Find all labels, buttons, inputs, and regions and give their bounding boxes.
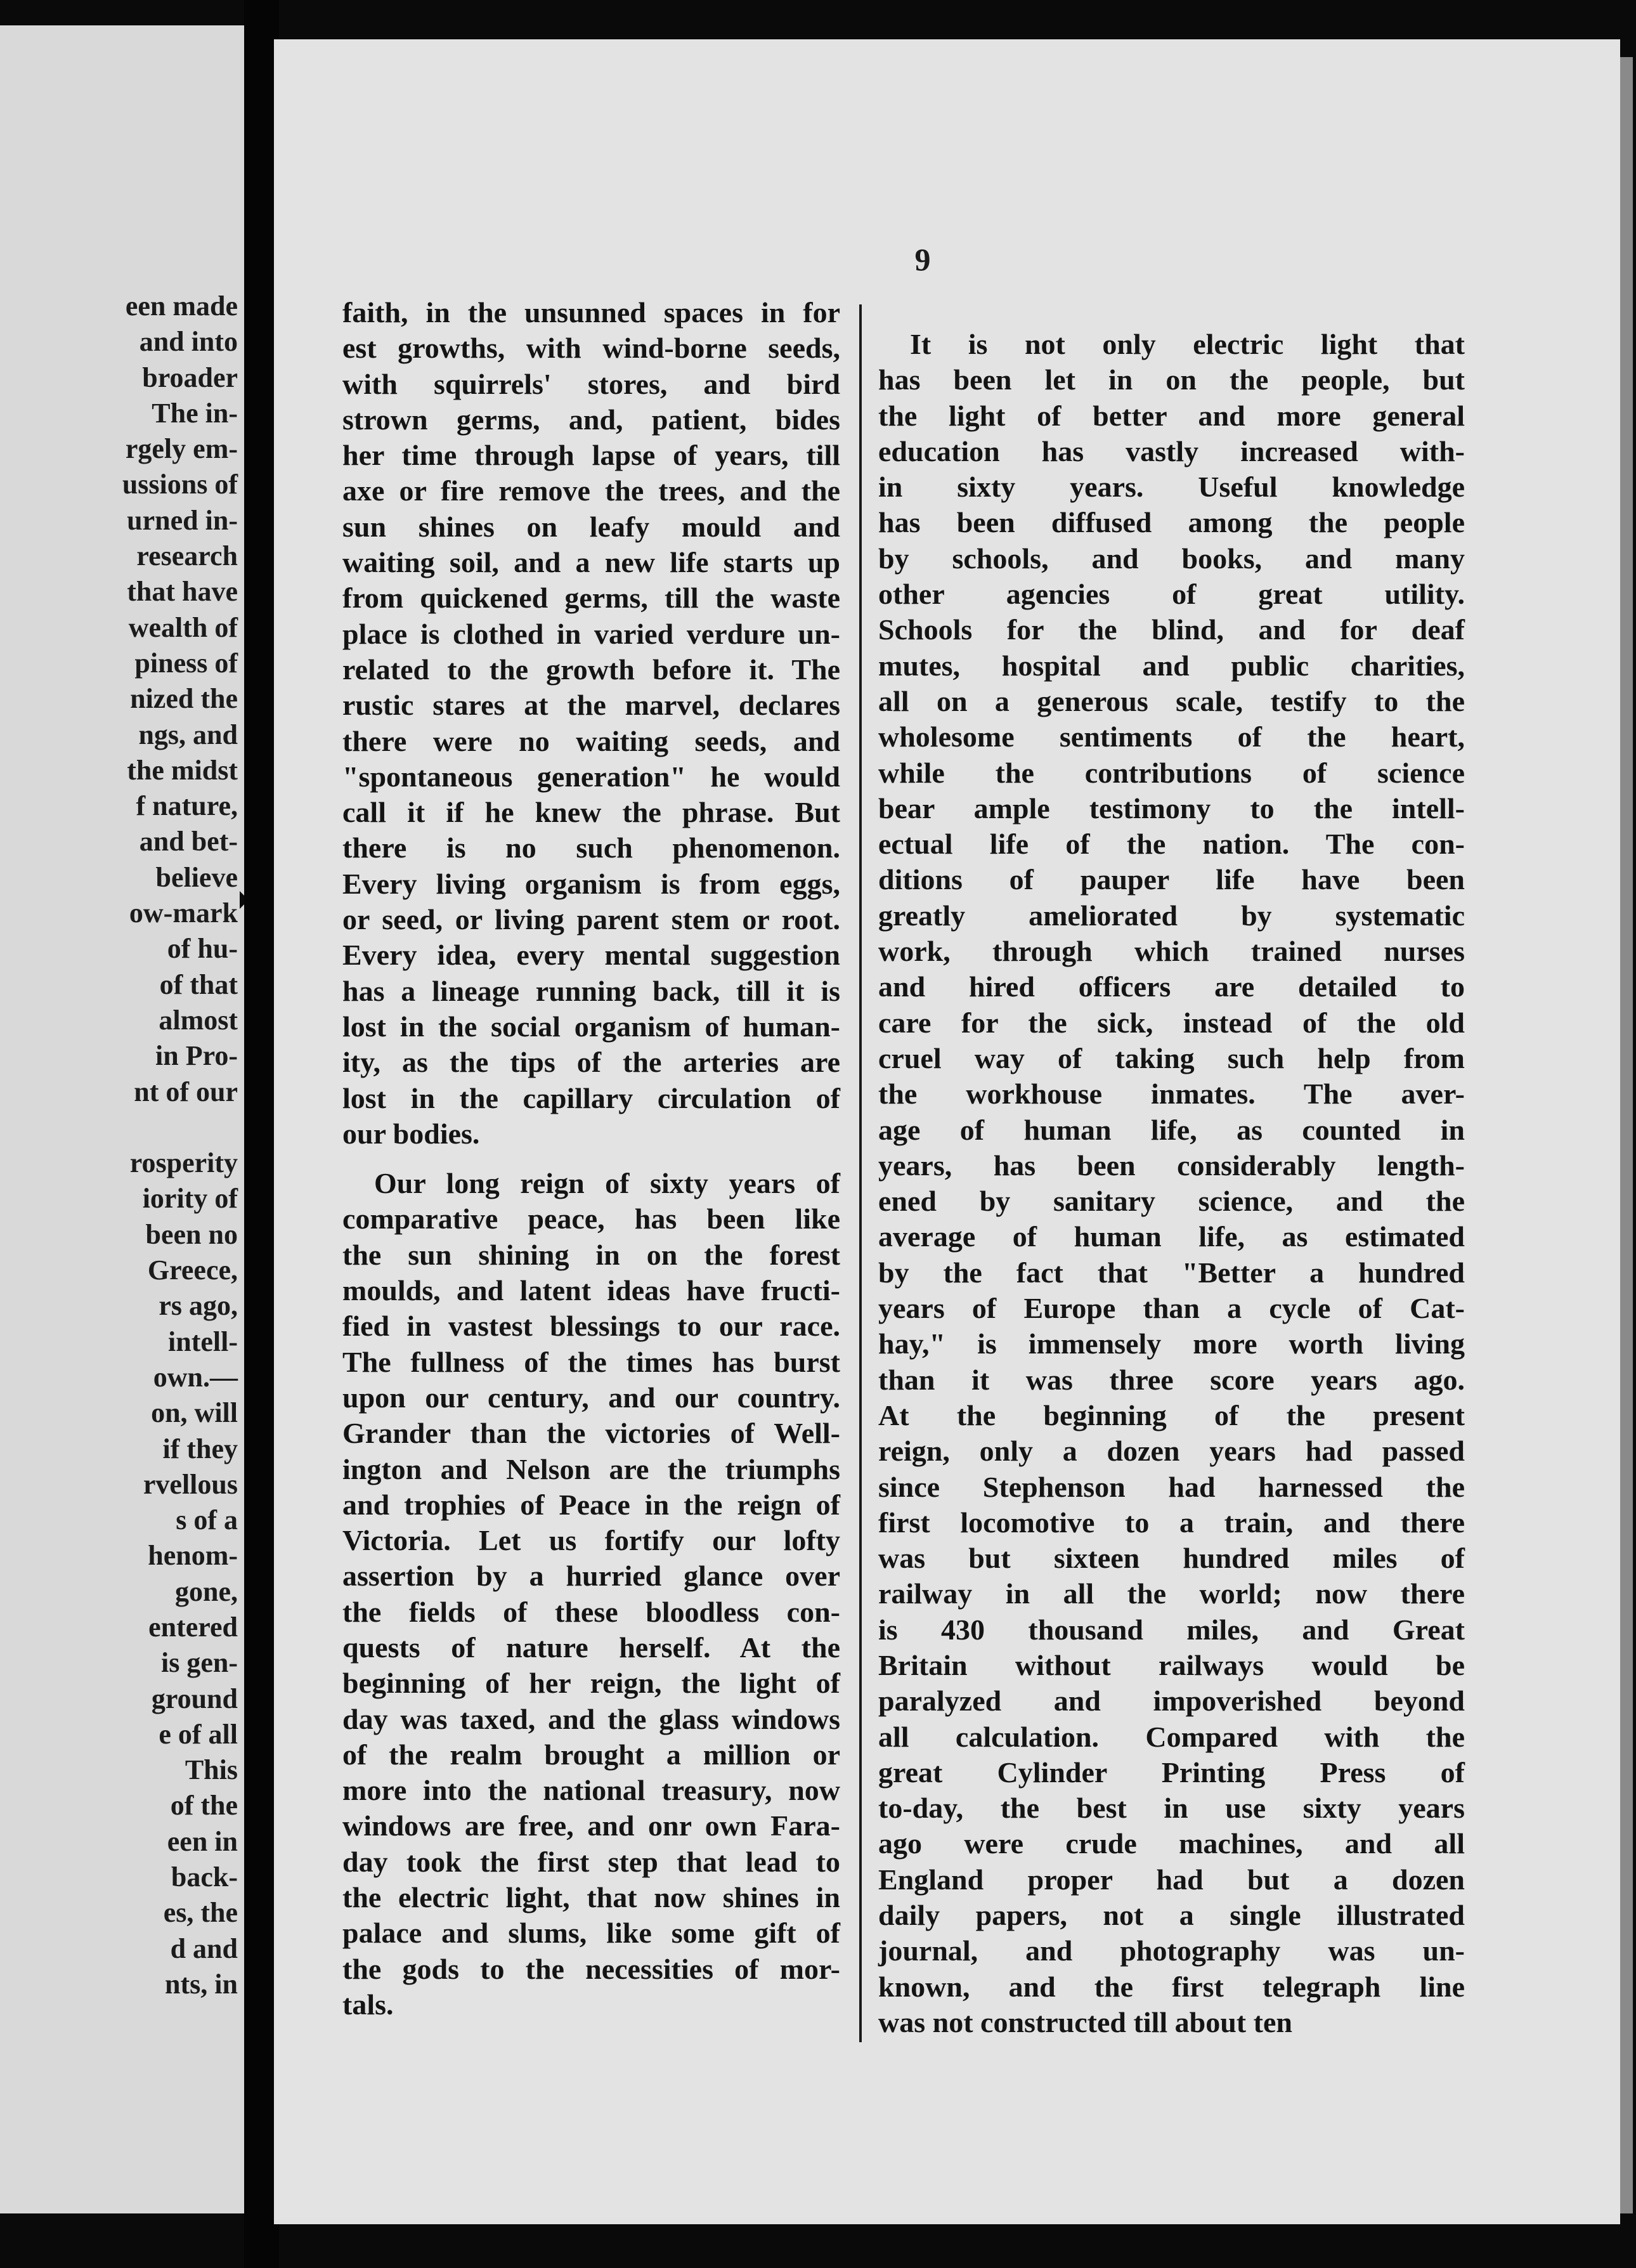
paragraph xyxy=(342,1166,840,2023)
fragment-line: almost xyxy=(159,1004,238,1036)
text-line: first locomotive to a train, and there xyxy=(878,1506,1465,1539)
fragment-line: of hu- xyxy=(167,933,238,965)
text-line: years of Europe than a cycle of Cat- xyxy=(878,1292,1465,1325)
text-line: or seed, or living parent stem or root. xyxy=(342,903,840,936)
text-line: lost in the capillary circulation of xyxy=(342,1081,840,1114)
text-line: est growths, with wind-borne seeds, xyxy=(342,332,840,365)
fragment-line: been no xyxy=(145,1218,238,1250)
fragment-line: that have xyxy=(127,576,238,608)
fragment-line: rs ago, xyxy=(159,1290,238,1322)
text-line: fied in vastest blessings to our race. xyxy=(342,1310,840,1343)
text-line: journal, and photography was un- xyxy=(878,1934,1465,1967)
text-line: comparative peace, has been like xyxy=(342,1202,840,1235)
text-line: Our long reign of sixty years of xyxy=(374,1167,840,1200)
text-line: mutes, hospital and public charities, xyxy=(878,649,1465,682)
fragment-line: s of a xyxy=(176,1504,238,1536)
text-line: by schools, and books, and many xyxy=(878,542,1465,575)
text-line: has been diffused among the people xyxy=(878,506,1465,539)
text-line: the sun shining in on the forest xyxy=(342,1238,840,1271)
fragment-line: research xyxy=(136,540,238,572)
fragment-line: back- xyxy=(171,1861,238,1893)
text-line: day was taxed, and the glass windows xyxy=(342,1702,840,1735)
text-line: The fullness of the times has burst xyxy=(342,1345,840,1378)
text-line: while the contributions of science xyxy=(878,756,1465,789)
text-line: Victoria. Let us fortify our lofty xyxy=(342,1524,840,1557)
fragment-line: and into xyxy=(139,326,238,358)
text-line: windows are free, and onr own Fara- xyxy=(342,1809,840,1842)
text-line: and hired officers are detailed to xyxy=(878,970,1465,1003)
text-line: place is clothed in varied verdure un- xyxy=(342,617,840,650)
text-line: day took the first step that lead to xyxy=(342,1845,840,1878)
text-line: tals. xyxy=(342,1988,394,2021)
text-line: hay," is immensely more worth living xyxy=(878,1327,1465,1360)
text-line: is 430 thousand miles, and Great xyxy=(878,1613,1465,1646)
fragment-line: nt of our xyxy=(134,1076,238,1107)
text-line: care for the sick, instead of the old xyxy=(878,1006,1465,1039)
text-line: since Stephenson had harnessed the xyxy=(878,1470,1465,1503)
text-line: education has vastly increased with- xyxy=(878,434,1465,467)
fragment-line: entered xyxy=(148,1611,238,1643)
previous-page-text-fragments xyxy=(0,289,238,2002)
paragraph xyxy=(342,295,840,1152)
text-line: wholesome sentiments of the heart, xyxy=(878,720,1465,753)
fragment-line: of the xyxy=(170,1790,238,1822)
text-line: Every living organism is from eggs, xyxy=(342,867,840,900)
text-line: faith, in the unsunned spaces in for xyxy=(342,296,840,329)
text-line: Schools for the blind, and for deaf xyxy=(878,613,1465,646)
text-column-right xyxy=(878,327,1465,2040)
text-line: work, through which trained nurses xyxy=(878,935,1465,968)
text-line: waiting soil, and a new life starts up xyxy=(342,546,840,579)
fragment-line: d and xyxy=(170,1932,238,1964)
fragment-line: on, will xyxy=(151,1397,238,1429)
text-line: palace and slums, like some gift of xyxy=(342,1917,840,1950)
text-line: upon our century, and our country. xyxy=(342,1381,840,1414)
fragment-line: rvellous xyxy=(143,1468,238,1500)
text-line: ity, as the tips of the arteries are xyxy=(342,1046,840,1079)
fragment-line: The in- xyxy=(152,397,238,429)
text-line: has a lineage running back, till it is xyxy=(342,974,840,1007)
text-line: moulds, and latent ideas have fructi- xyxy=(342,1274,840,1307)
column-divider xyxy=(859,304,862,2042)
fragment-line: is gen- xyxy=(161,1647,238,1679)
fragment-line: own.— xyxy=(153,1361,238,1393)
text-line: by the fact that "Better a hundred xyxy=(878,1256,1465,1289)
fragment-line: urned in- xyxy=(127,504,238,536)
fragment-line: rgely em- xyxy=(125,433,238,465)
text-line: great Cylinder Printing Press of xyxy=(878,1756,1465,1789)
fragment-line: nized the xyxy=(130,683,238,715)
text-line: bear ample testimony to the intell- xyxy=(878,792,1465,824)
fragment-line: gone, xyxy=(175,1575,238,1607)
text-line: age of human life, as counted in xyxy=(878,1113,1465,1146)
text-line: cruel way of taking such help from xyxy=(878,1041,1465,1074)
fragment-line: Greece, xyxy=(147,1255,238,1286)
fragment-line: nts, in xyxy=(165,1968,238,2000)
text-line: call it if he knew the phrase. But xyxy=(342,796,840,829)
text-line: the fields of these bloodless con- xyxy=(342,1595,840,1628)
text-line: railway in all the world; now there xyxy=(878,1577,1465,1610)
text-line: in sixty years. Useful knowledge xyxy=(878,471,1465,504)
text-line: the workhouse inmates. The aver- xyxy=(878,1078,1465,1111)
fragment-line: in Pro- xyxy=(155,1040,238,1072)
fragment-line: es, the xyxy=(163,1897,238,1929)
text-line: greatly ameliorated by systematic xyxy=(878,899,1465,932)
text-line: more into the national treasury, now xyxy=(342,1774,840,1807)
fragment-line: broader xyxy=(142,362,238,393)
text-line: ened by sanitary science, and the xyxy=(878,1185,1465,1218)
text-line: rustic stares at the marvel, declares xyxy=(342,689,840,722)
text-line: ditions of pauper life have been xyxy=(878,863,1465,896)
text-line: Every idea, every mental suggestion xyxy=(342,939,840,972)
text-line: her time through lapse of years, till xyxy=(342,439,840,472)
text-line: It is not only electric light that xyxy=(910,328,1465,360)
text-line: other agencies of great utility. xyxy=(878,578,1465,611)
text-line: axe or fire remove the trees, and the xyxy=(342,474,840,507)
fragment-line: This xyxy=(185,1754,238,1786)
text-line: from quickened germs, till the waste xyxy=(342,582,840,615)
fragment-line: f nature, xyxy=(136,790,238,822)
fragment-line: ground xyxy=(151,1683,238,1714)
text-line: daily papers, not a single illustrated xyxy=(878,1899,1465,1932)
text-line: there were no waiting seeds, and xyxy=(342,724,840,757)
text-line: assertion by a hurried glance over xyxy=(342,1560,840,1593)
text-line: all on a generous scale, testify to the xyxy=(878,684,1465,717)
text-line: Grander than the victories of Well- xyxy=(342,1417,840,1450)
page-edge-shadow xyxy=(1620,57,1633,2213)
text-line: known, and the first telegraph line xyxy=(878,1970,1465,2003)
text-line: At the beginning of the present xyxy=(878,1398,1465,1431)
previous-page-edge xyxy=(0,25,244,2213)
text-line: beginning of her reign, the light of xyxy=(342,1667,840,1700)
fragment-line: rosperity xyxy=(129,1147,238,1179)
text-line: related to the growth before it. The xyxy=(342,653,840,686)
fragment-line: of that xyxy=(159,968,238,1000)
text-line: the gods to the necessities of mor- xyxy=(342,1952,840,1985)
text-line: Britain without railways would be xyxy=(878,1648,1465,1681)
text-line: years, has been considerably length- xyxy=(878,1149,1465,1182)
fragment-line: iority of xyxy=(142,1183,238,1215)
fragment-line: if they xyxy=(162,1433,238,1464)
fragment-line: the midst xyxy=(127,754,238,786)
text-line: has been let in on the people, but xyxy=(878,363,1465,396)
text-line: our bodies. xyxy=(342,1117,480,1150)
text-line: paralyzed and impoverished beyond xyxy=(878,1685,1465,1717)
text-line: with squirrels' stores, and bird xyxy=(342,367,840,400)
text-line: the light of better and more general xyxy=(878,399,1465,432)
text-line: lost in the social organism of human- xyxy=(342,1010,840,1043)
text-line: England proper had but a dozen xyxy=(878,1863,1465,1896)
text-line: was but sixteen hundred miles of xyxy=(878,1542,1465,1575)
text-line: ington and Nelson are the triumphs xyxy=(342,1452,840,1485)
text-line: ago were crude machines, and all xyxy=(878,1827,1465,1860)
fragment-line: een in xyxy=(167,1825,238,1857)
fragment-line: ow-mark xyxy=(129,897,238,929)
fragment-line xyxy=(0,1110,238,1145)
text-line: "spontaneous generation" he would xyxy=(342,760,840,793)
text-line: and trophies of Peace in the reign of xyxy=(342,1488,840,1521)
fragment-line: intell- xyxy=(168,1326,238,1357)
text-line: was not constructed till about ten xyxy=(878,2005,1292,2038)
page-number: 9 xyxy=(914,242,931,277)
fragment-line: ngs, and xyxy=(138,719,238,750)
text-line: sun shines on leafy mould and xyxy=(342,510,840,543)
fragment-line: ussions of xyxy=(122,469,238,500)
text-line: strown germs, and, patient, bides xyxy=(342,403,840,436)
fragment-line: een made xyxy=(125,290,238,322)
text-line: reign, only a dozen years had passed xyxy=(878,1435,1465,1468)
fragment-line: and bet- xyxy=(139,826,238,857)
text-line: the electric light, that now shines in xyxy=(342,1881,840,1914)
fragment-line: e of all xyxy=(159,1718,238,1750)
paragraph xyxy=(878,327,1465,2040)
text-line: quests of nature herself. At the xyxy=(342,1631,840,1664)
text-line: ectual life of the nation. The con- xyxy=(878,828,1465,861)
fragment-line: wealth of xyxy=(128,611,238,643)
text-line: of the realm brought a million or xyxy=(342,1738,840,1771)
fragment-line: piness of xyxy=(134,647,238,679)
text-line: average of human life, as estimated xyxy=(878,1220,1465,1253)
text-column-left xyxy=(342,295,840,2023)
text-line: than it was three score years ago. xyxy=(878,1363,1465,1396)
fragment-line: henom- xyxy=(148,1540,238,1572)
text-line: there is no such phenomenon. xyxy=(342,831,840,864)
text-line: to-day, the best in use sixty years xyxy=(878,1792,1465,1825)
text-line: all calculation. Compared with the xyxy=(878,1720,1465,1753)
fragment-line: believe xyxy=(155,861,238,893)
